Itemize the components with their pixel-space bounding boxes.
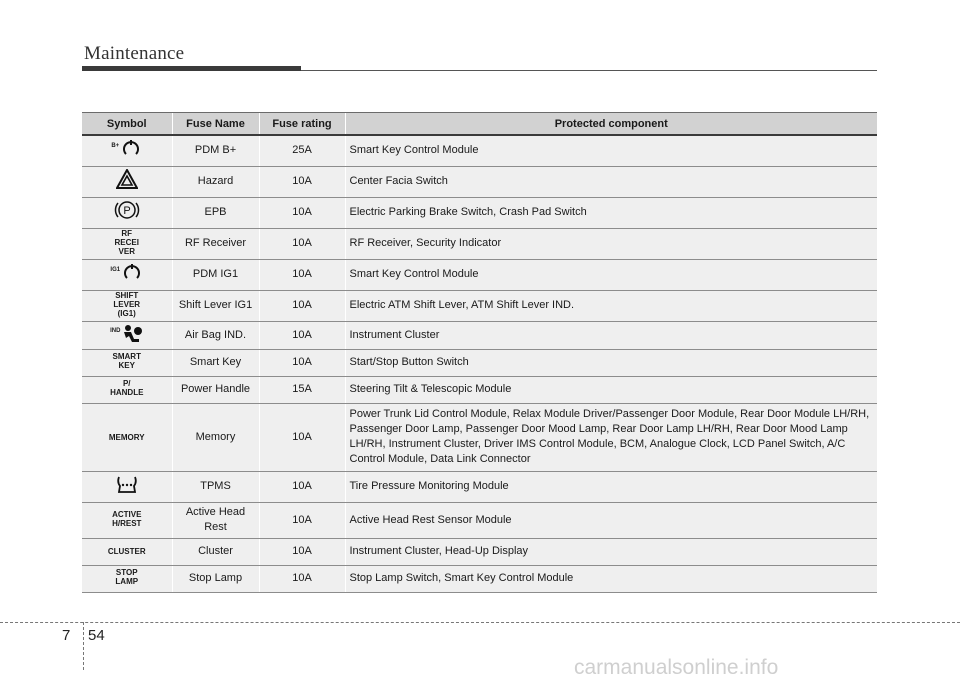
header-rule-thick — [82, 66, 301, 71]
symbol-label: P/ HANDLE — [110, 379, 144, 397]
protected-component-cell: RF Receiver, Security Indicator — [345, 228, 877, 259]
fuse-name-cell: TPMS — [172, 471, 259, 502]
table-row — [82, 290, 877, 321]
svg-text:P: P — [123, 205, 131, 217]
protected-component-cell: Start/Stop Button Switch — [345, 349, 877, 376]
table-row — [82, 471, 877, 502]
symbol-cell — [82, 376, 172, 403]
symbol-cell — [82, 290, 172, 321]
symbol-label: CLUSTER — [107, 547, 146, 556]
chapter-number: 7 — [62, 627, 71, 644]
fuse-name-cell: EPB — [172, 197, 259, 228]
table-header-row — [82, 113, 877, 136]
protected-component-cell: Stop Lamp Switch, Smart Key Control Module — [345, 565, 877, 592]
table-row — [82, 502, 877, 538]
symbol-cell — [82, 197, 172, 228]
fuse-table — [82, 112, 877, 593]
fuse-name-cell: Power Handle — [172, 376, 259, 403]
symbol-cell — [82, 538, 172, 565]
symbol-cell — [82, 259, 172, 290]
fuse-rating-cell: 10A — [259, 349, 345, 376]
symbol-cell — [82, 321, 172, 349]
symbol-cell — [82, 403, 172, 471]
fuse-name-cell: PDM IG1 — [172, 259, 259, 290]
table-row — [82, 259, 877, 290]
fuse-name-cell: PDM B+ — [172, 135, 259, 166]
table-row — [82, 166, 877, 197]
symbol-superscript: B+ — [111, 143, 120, 150]
fuse-rating-cell: 10A — [259, 502, 345, 538]
table-row — [82, 376, 877, 403]
symbol-cell — [82, 135, 172, 166]
fuse-rating-cell: 10A — [259, 290, 345, 321]
fuse-name-cell: Hazard — [172, 166, 259, 197]
table-row — [82, 197, 877, 228]
protected-component-cell: Instrument Cluster, Head-Up Display — [345, 538, 877, 565]
fuse-name-cell: Air Bag IND. — [172, 321, 259, 349]
protected-component-cell: Electric ATM Shift Lever, ATM Shift Lever IND. — [345, 290, 877, 321]
fuse-name-cell: Shift Lever IG1 — [172, 290, 259, 321]
symbol-label: MEMORY — [108, 432, 145, 442]
fuse-rating-cell: 25A — [259, 135, 345, 166]
header-rule-thin — [301, 70, 877, 71]
protected-component-cell: Steering Tilt & Telescopic Module — [345, 376, 877, 403]
protected-component-cell: Tire Pressure Monitoring Module — [345, 471, 877, 502]
fuse-name-cell: Memory — [172, 403, 259, 471]
fuse-name-cell: Cluster — [172, 538, 259, 565]
fuse-rating-cell: 10A — [259, 403, 345, 471]
key-circle-icon — [110, 263, 143, 288]
protected-component-cell: Instrument Cluster — [345, 321, 877, 349]
table-row — [82, 135, 877, 166]
symbol-label: SMART KEY — [112, 352, 141, 370]
fuse-name-cell: RF Receiver — [172, 228, 259, 259]
symbol-cell — [82, 565, 172, 592]
protected-component-cell: Active Head Rest Sensor Module — [345, 502, 877, 538]
protected-component-cell: Smart Key Control Module — [345, 135, 877, 166]
symbol-label: STOP LAMP — [115, 568, 139, 586]
symbol-cell — [82, 471, 172, 502]
fuse-rating-cell: 10A — [259, 166, 345, 197]
airbag-icon — [110, 324, 143, 349]
page-header-title: Maintenance — [84, 43, 185, 64]
fuse-rating-cell: 10A — [259, 228, 345, 259]
protected-component-cell: Center Facia Switch — [345, 166, 877, 197]
fuse-rating-cell: 10A — [259, 471, 345, 502]
footer-divider — [83, 622, 84, 670]
symbol-superscript: IG1 — [110, 267, 121, 273]
parking-brake-icon — [113, 199, 141, 226]
table-row — [82, 538, 877, 565]
protected-component-cell: Smart Key Control Module — [345, 259, 877, 290]
fuse-rating-cell: 10A — [259, 565, 345, 592]
symbol-label: RF RECEI VER — [114, 228, 139, 256]
protected-component-cell: Power Trunk Lid Control Module, Relax Module Driver/Passenger Door Module, Rear Door Module LH/RH, Passenger Door Lamp, Passenger Door Mood Lamp, Rear Door Lamp LH/RH, Rear Door Mood Lamp LH/RH, Instrument Cluster, Driver IMS Control Module, BCM, Analogue Clock, LCD Panel Switch, A/C Control Module, Data Link Connector — [345, 403, 877, 471]
tpms-icon — [115, 474, 139, 499]
symbol-cell — [82, 502, 172, 538]
page-number: 54 — [88, 627, 105, 644]
watermark: carmanualsonline.info — [574, 656, 779, 679]
table-row — [82, 321, 877, 349]
fuse-name-cell: Active Head Rest — [172, 502, 259, 538]
footer-rule — [0, 622, 960, 623]
column-header-fuse-rating: Fuse rating — [259, 113, 345, 136]
fuse-rating-cell: 10A — [259, 538, 345, 565]
fuse-name-cell: Stop Lamp — [172, 565, 259, 592]
column-header-fuse-name: Fuse Name — [172, 113, 259, 136]
symbol-label: ACTIVE H/REST — [112, 509, 142, 528]
symbol-cell — [82, 228, 172, 259]
fuse-rating-cell: 10A — [259, 197, 345, 228]
symbol-cell — [82, 349, 172, 376]
hazard-triangle-icon — [116, 169, 138, 194]
table-row — [82, 349, 877, 376]
column-header-protected-component: Protected component — [345, 113, 877, 136]
fuse-rating-cell: 15A — [259, 376, 345, 403]
table-row — [82, 228, 877, 259]
fuse-name-cell: Smart Key — [172, 349, 259, 376]
symbol-cell — [82, 166, 172, 197]
key-circle-icon — [111, 139, 142, 164]
fuse-rating-cell: 10A — [259, 321, 345, 349]
fuse-rating-cell: 10A — [259, 259, 345, 290]
symbol-superscript: IND — [110, 327, 121, 334]
table-row — [82, 565, 877, 592]
table-row — [82, 403, 877, 471]
symbol-label: SHIFT LEVER (IG1) — [113, 290, 141, 318]
column-header-symbol: Symbol — [82, 113, 172, 136]
protected-component-cell: Electric Parking Brake Switch, Crash Pad Switch — [345, 197, 877, 228]
